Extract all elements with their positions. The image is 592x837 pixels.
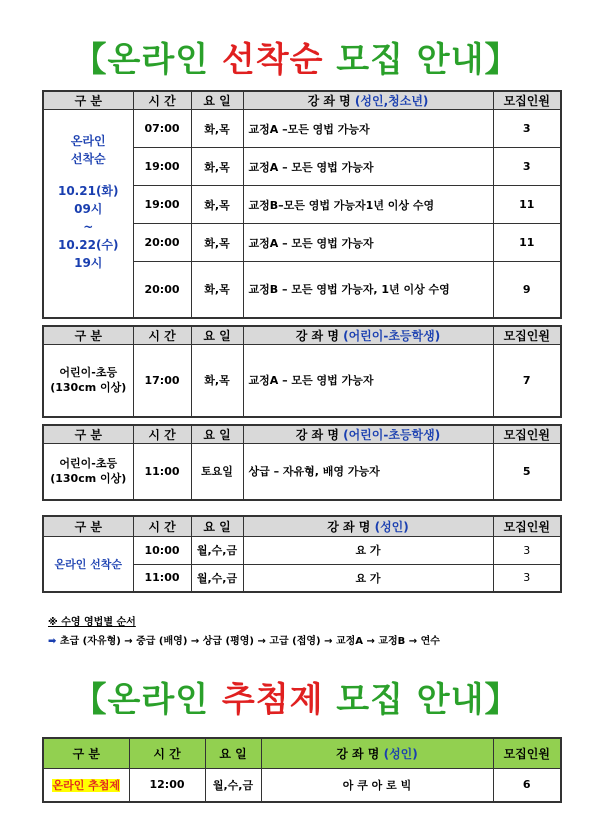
header-division: 구 분 [43, 738, 129, 768]
header-day: 요 일 [191, 326, 243, 345]
day-cell: 월,수,금 [205, 768, 261, 802]
header-time: 시 간 [133, 326, 191, 345]
table-adult-yoga [42, 515, 562, 593]
table-row [43, 768, 561, 802]
course-cell: 요 가 [243, 536, 493, 564]
course-cell: 상급 – 자유형, 배영 가능자 [243, 444, 493, 500]
table-header-row [43, 516, 561, 536]
time-cell: 19:00 [133, 186, 191, 224]
table-header-row [43, 91, 561, 110]
course-cell: 교정A – 모든 영법 가능자 [243, 345, 493, 417]
header-division: 구 분 [43, 91, 133, 110]
count-cell: 7 [493, 345, 561, 417]
header-course: 강 좌 명 (성인) [261, 738, 493, 768]
header-division: 구 분 [43, 326, 133, 345]
course-cell: 요 가 [243, 564, 493, 592]
table-children-weekday [42, 325, 562, 418]
heading-first-come: 【온라인 선착순 모집 안내】 [72, 40, 520, 80]
table-row [43, 536, 561, 564]
division-cell: 어린이-초등 (130cm 이상) [43, 345, 133, 417]
course-cell: 교정A –모든 영법 가능자 [243, 110, 493, 148]
course-cell: 아 쿠 아 로 빅 [261, 768, 493, 802]
time-cell: 11:00 [133, 564, 191, 592]
course-cell: 교정B–모든 영법 가능자1년 이상 수영 [243, 186, 493, 224]
header-course: 강 좌 명 (어린이-초등학생) [243, 326, 493, 345]
time-cell: 11:00 [133, 444, 191, 500]
table-adult-first-come [42, 90, 562, 319]
count-cell: 3 [493, 536, 561, 564]
time-cell: 07:00 [133, 110, 191, 148]
time-cell: 19:00 [133, 148, 191, 186]
header-day: 요 일 [205, 738, 261, 768]
course-cell: 교정B – 모든 영법 가능자, 1년 이상 수영 [243, 262, 493, 318]
count-cell: 3 [493, 110, 561, 148]
header-course: 강 좌 명 (어린이-초등학생) [243, 425, 493, 444]
note-sequence: ➡ 초급 (자유형) → 중급 (배영) → 상급 (평영) → 고급 (접영) → 교정A → 교정B → 연수 [48, 636, 440, 647]
table-row [43, 444, 561, 500]
header-day: 요 일 [191, 425, 243, 444]
arrow-right-icon: ➡ [48, 636, 57, 647]
header-day: 요 일 [191, 516, 243, 536]
course-cell: 교정A – 모든 영법 가능자 [243, 148, 493, 186]
header-count: 모집인원 [493, 738, 561, 768]
count-cell: 6 [493, 768, 561, 802]
header-time: 시 간 [133, 91, 191, 110]
count-cell: 11 [493, 186, 561, 224]
table-header-row [43, 326, 561, 345]
time-cell: 10:00 [133, 536, 191, 564]
count-cell: 3 [493, 564, 561, 592]
table-children-saturday [42, 424, 562, 501]
division-cell: 온라인 선착순 10.21(화) 09시 ~ 10.22(수) 19시 [43, 110, 133, 318]
header-count: 모집인원 [493, 91, 561, 110]
header-course: 강 좌 명 (성인) [243, 516, 493, 536]
header-time: 시 간 [133, 516, 191, 536]
day-cell: 화,목 [191, 262, 243, 318]
time-cell: 12:00 [129, 768, 205, 802]
time-cell: 20:00 [133, 224, 191, 262]
header-course: 강 좌 명 (성인,청소년) [243, 91, 493, 110]
division-cell: 온라인 추첨제 [43, 768, 129, 802]
division-cell: 온라인 선착순 [43, 536, 133, 592]
header-time: 시 간 [133, 425, 191, 444]
day-cell: 월,수,금 [191, 564, 243, 592]
count-cell: 3 [493, 148, 561, 186]
count-cell: 9 [493, 262, 561, 318]
header-count: 모집인원 [493, 425, 561, 444]
table-header-row [43, 425, 561, 444]
table-header-row [43, 738, 561, 768]
course-cell: 교정A – 모든 영법 가능자 [243, 224, 493, 262]
table-row [43, 345, 561, 417]
count-cell: 5 [493, 444, 561, 500]
note-title: ※ 수영 영법별 순서 [48, 617, 136, 628]
header-count: 모집인원 [493, 326, 561, 345]
table-row [43, 110, 561, 148]
heading-lottery: 【온라인 추첨제 모집 안내】 [72, 680, 520, 720]
day-cell: 화,목 [191, 186, 243, 224]
count-cell: 11 [493, 224, 561, 262]
header-time: 시 간 [129, 738, 205, 768]
table-lottery [42, 737, 562, 803]
header-count: 모집인원 [493, 516, 561, 536]
header-day: 요 일 [191, 91, 243, 110]
time-cell: 17:00 [133, 345, 191, 417]
day-cell: 화,목 [191, 224, 243, 262]
header-division: 구 분 [43, 516, 133, 536]
day-cell: 월,수,금 [191, 536, 243, 564]
division-cell: 어린이-초등 (130cm 이상) [43, 444, 133, 500]
day-cell: 화,목 [191, 110, 243, 148]
day-cell: 화,목 [191, 345, 243, 417]
header-division: 구 분 [43, 425, 133, 444]
day-cell: 토요일 [191, 444, 243, 500]
day-cell: 화,목 [191, 148, 243, 186]
time-cell: 20:00 [133, 262, 191, 318]
